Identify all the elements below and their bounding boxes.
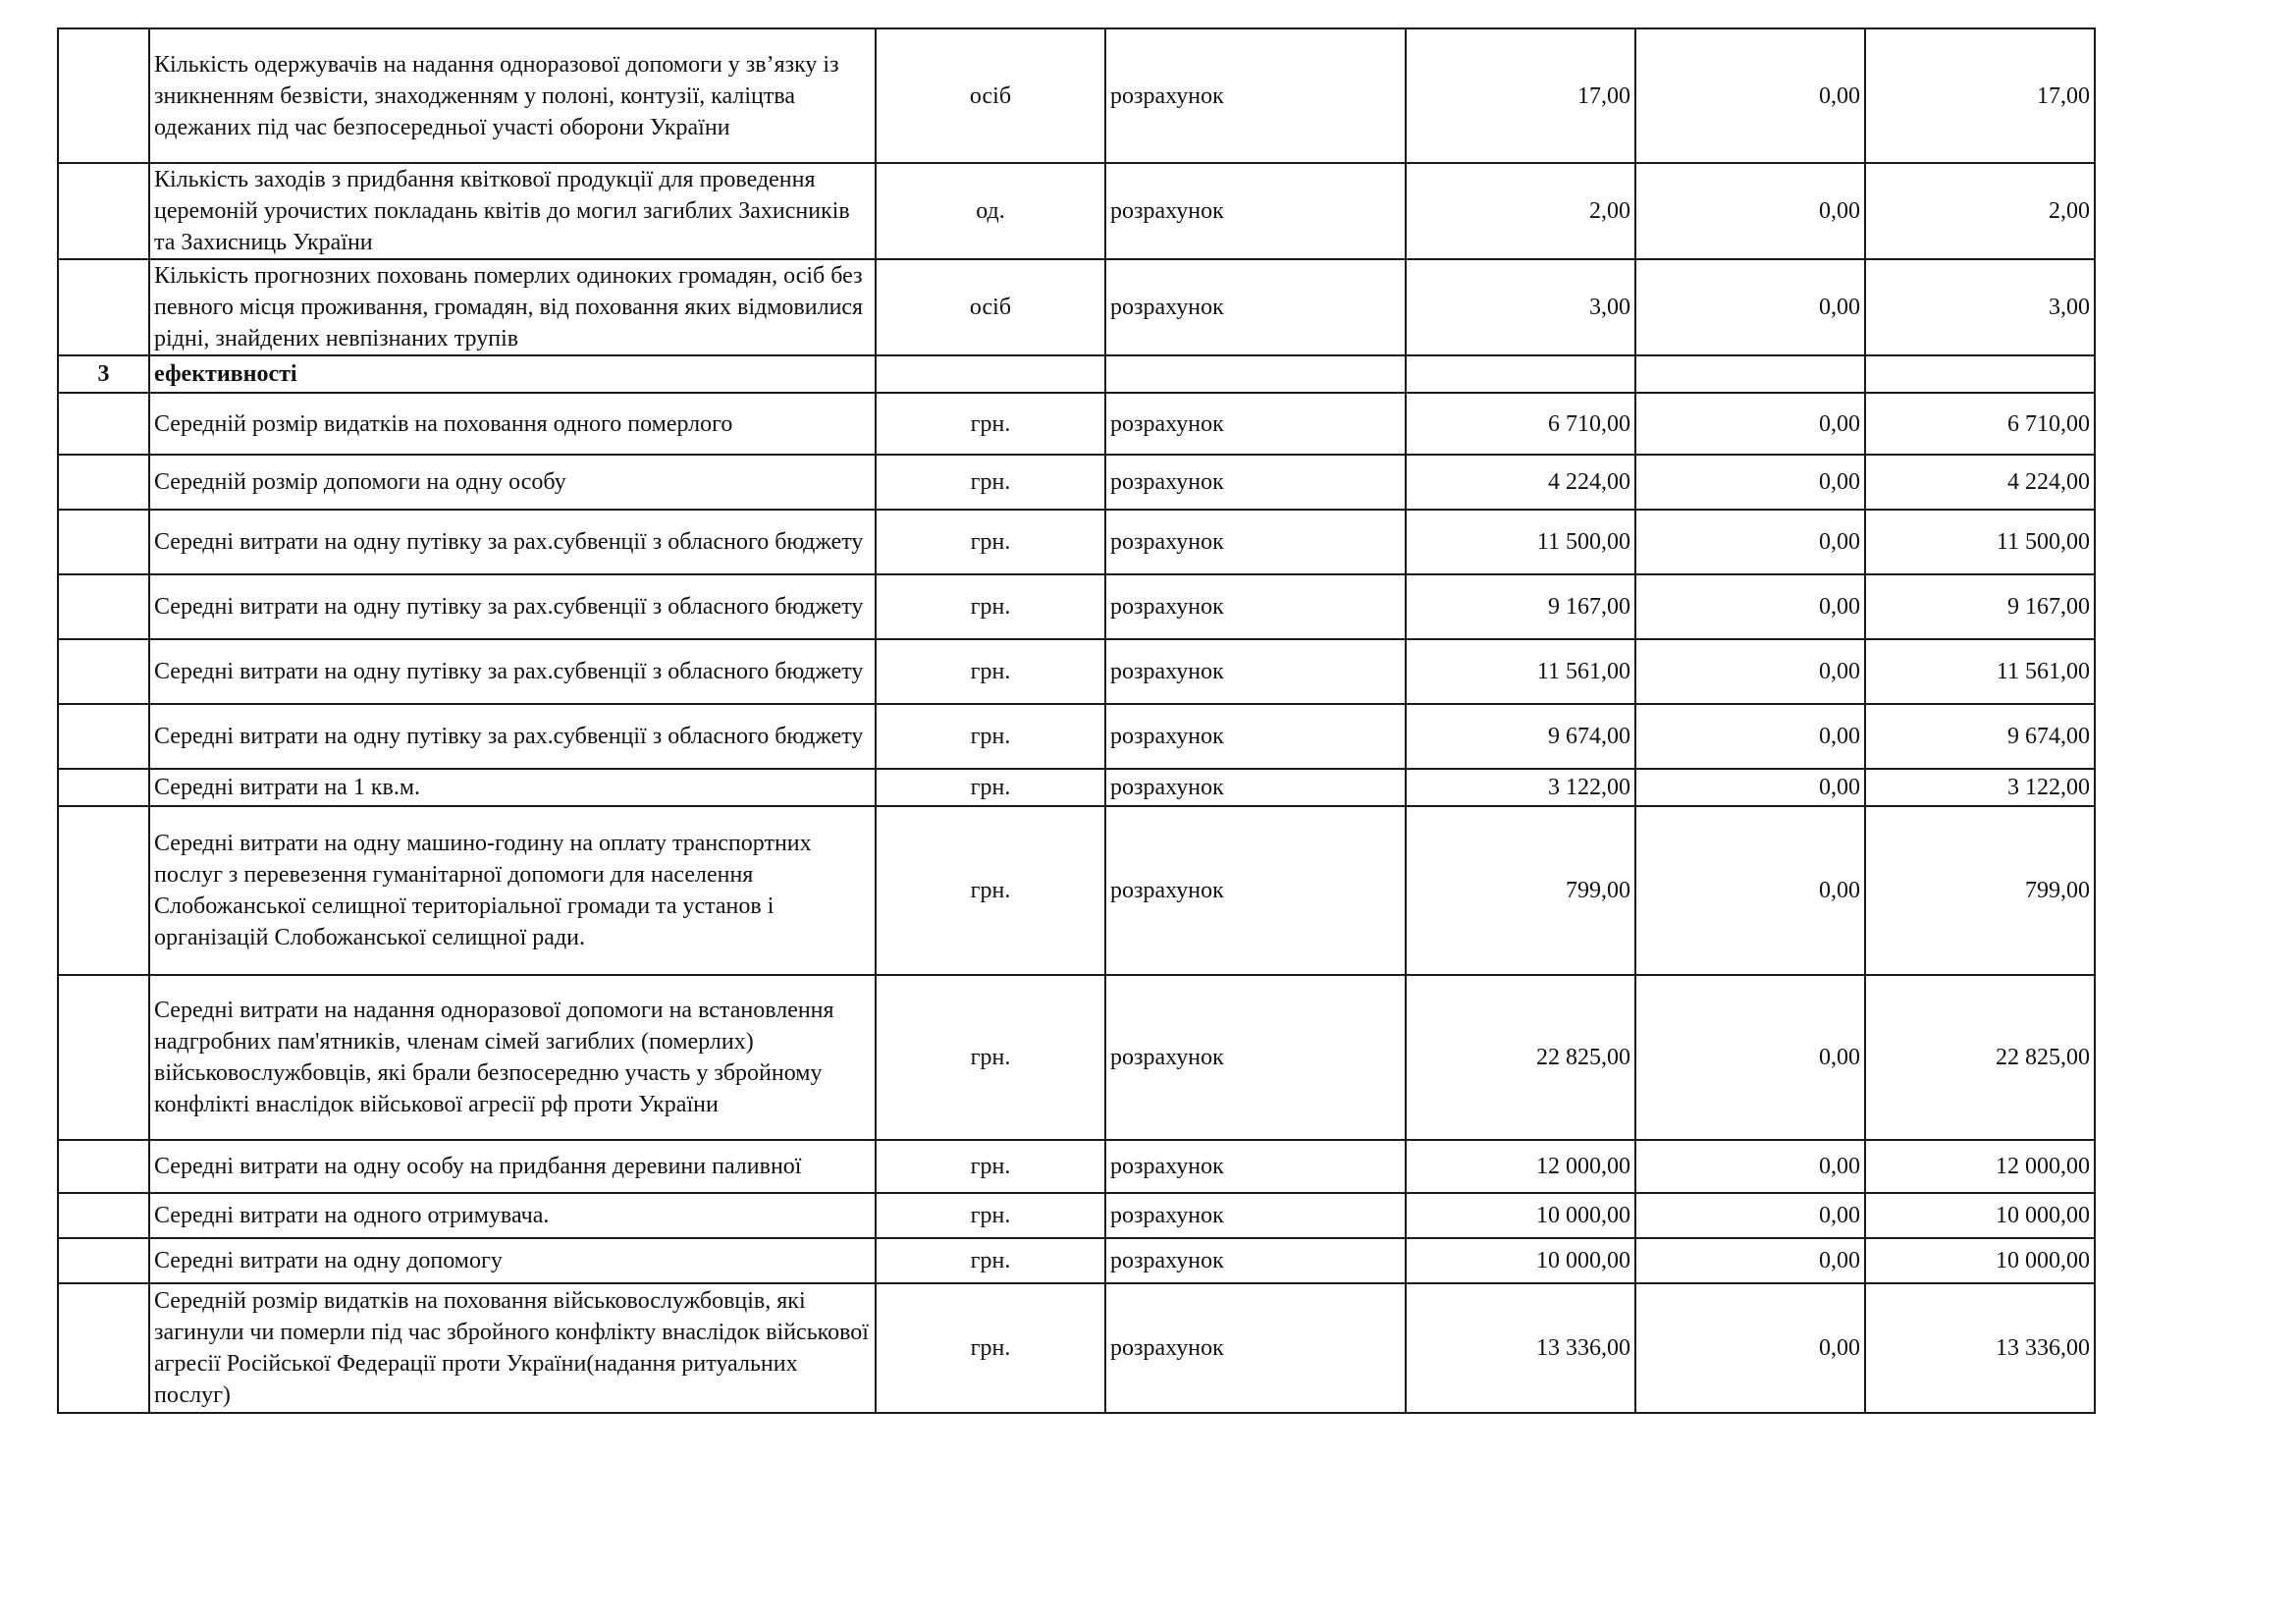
source-cell: розрахунок <box>1105 393 1406 455</box>
value-2-cell: 0,00 <box>1635 1238 1865 1283</box>
table-row <box>58 259 2095 355</box>
row-number-cell <box>58 163 149 259</box>
unit-cell: грн. <box>876 704 1105 769</box>
value-3-cell: 3,00 <box>1865 259 2095 355</box>
value-3-cell: 6 710,00 <box>1865 393 2095 455</box>
value-3-cell: 4 224,00 <box>1865 455 2095 510</box>
source-cell: розрахунок <box>1105 704 1406 769</box>
table-row <box>58 769 2095 806</box>
value-3-cell: 22 825,00 <box>1865 975 2095 1140</box>
row-number-cell <box>58 1140 149 1193</box>
value-3-cell: 10 000,00 <box>1865 1193 2095 1238</box>
value-2-cell: 0,00 <box>1635 769 1865 806</box>
value-3-cell: 13 336,00 <box>1865 1283 2095 1413</box>
indicators-table-body <box>58 28 2095 1413</box>
value-2-cell: 0,00 <box>1635 639 1865 704</box>
value-3-cell: 2,00 <box>1865 163 2095 259</box>
source-cell: розрахунок <box>1105 639 1406 704</box>
unit-cell: грн. <box>876 1140 1105 1193</box>
value-1-cell: 10 000,00 <box>1406 1238 1635 1283</box>
section-row <box>58 355 2095 393</box>
value-1-cell: 17,00 <box>1406 28 1635 163</box>
row-number-cell <box>58 975 149 1140</box>
value-2-cell <box>1635 355 1865 393</box>
source-cell: розрахунок <box>1105 259 1406 355</box>
table-row <box>58 639 2095 704</box>
value-1-cell: 22 825,00 <box>1406 975 1635 1140</box>
table-row <box>58 704 2095 769</box>
value-2-cell: 0,00 <box>1635 163 1865 259</box>
unit-cell: осіб <box>876 28 1105 163</box>
source-cell: розрахунок <box>1105 574 1406 639</box>
source-cell <box>1105 355 1406 393</box>
value-2-cell: 0,00 <box>1635 806 1865 975</box>
value-3-cell: 9 167,00 <box>1865 574 2095 639</box>
table-row <box>58 806 2095 975</box>
table-row <box>58 455 2095 510</box>
value-3-cell: 11 500,00 <box>1865 510 2095 574</box>
row-number-cell <box>58 28 149 163</box>
table-row <box>58 393 2095 455</box>
table-row <box>58 510 2095 574</box>
source-cell: розрахунок <box>1105 28 1406 163</box>
source-cell: розрахунок <box>1105 1140 1406 1193</box>
value-1-cell: 3,00 <box>1406 259 1635 355</box>
source-cell: розрахунок <box>1105 806 1406 975</box>
value-3-cell <box>1865 355 2095 393</box>
value-2-cell: 0,00 <box>1635 510 1865 574</box>
unit-cell: грн. <box>876 510 1105 574</box>
value-2-cell: 0,00 <box>1635 975 1865 1140</box>
indicator-name-cell: Середні витрати на одну путівку за рах.субвенції з обласного бюджету <box>149 574 876 639</box>
value-1-cell: 11 561,00 <box>1406 639 1635 704</box>
row-number-cell <box>58 806 149 975</box>
indicator-name-cell: Середні витрати на одну путівку за рах.субвенції з обласного бюджету <box>149 704 876 769</box>
unit-cell: грн. <box>876 769 1105 806</box>
value-2-cell: 0,00 <box>1635 1193 1865 1238</box>
indicator-name-cell: Середні витрати на надання одноразової допомоги на встановлення надгробних пам'ятників, членам сімей загиблих (померлих) військовослужбовців, які брали безпосередню участь у збройному конфлікті внаслідок військової агресії рф проти України <box>149 975 876 1140</box>
indicator-name-cell: Середній розмір видатків на поховання одного померлого <box>149 393 876 455</box>
indicator-name-cell: Кількість прогнозних поховань померлих одиноких громадян, осіб без певного місця проживання, громадян, від поховання яких відмовилися рідні, знайдених невпізнаних трупів <box>149 259 876 355</box>
value-1-cell <box>1406 355 1635 393</box>
indicator-name-cell: Середній розмір допомоги на одну особу <box>149 455 876 510</box>
row-number-cell <box>58 510 149 574</box>
unit-cell: грн. <box>876 455 1105 510</box>
value-1-cell: 12 000,00 <box>1406 1140 1635 1193</box>
row-number-cell: 3 <box>58 355 149 393</box>
unit-cell: грн. <box>876 639 1105 704</box>
indicator-name-cell: Середні витрати на 1 кв.м. <box>149 769 876 806</box>
source-cell: розрахунок <box>1105 1193 1406 1238</box>
value-2-cell: 0,00 <box>1635 574 1865 639</box>
table-row <box>58 1238 2095 1283</box>
indicator-name-cell: Кількість одержувачів на надання одноразової допомоги у зв’язку із зникненням безвісти, знаходженням у полоні, контузії, каліцтва одежаних під час безпосередньої участі оборони України <box>149 28 876 163</box>
unit-cell: грн. <box>876 1193 1105 1238</box>
table-row <box>58 975 2095 1140</box>
value-2-cell: 0,00 <box>1635 28 1865 163</box>
value-3-cell: 12 000,00 <box>1865 1140 2095 1193</box>
row-number-cell <box>58 393 149 455</box>
source-cell: розрахунок <box>1105 1238 1406 1283</box>
source-cell: розрахунок <box>1105 1283 1406 1413</box>
row-number-cell <box>58 574 149 639</box>
value-3-cell: 9 674,00 <box>1865 704 2095 769</box>
source-cell: розрахунок <box>1105 163 1406 259</box>
unit-cell: грн. <box>876 1283 1105 1413</box>
source-cell: розрахунок <box>1105 975 1406 1140</box>
indicator-name-cell: Середні витрати на одну допомогу <box>149 1238 876 1283</box>
table-row <box>58 28 2095 163</box>
value-2-cell: 0,00 <box>1635 455 1865 510</box>
indicator-name-cell: Середній розмір видатків на поховання військовослужбовців, які загинули чи померли під час збройного конфлікту внаслідок військової агресії Російської Федерації проти України(надання ритуальних послуг) <box>149 1283 876 1413</box>
indicator-name-cell: Кількість заходів з придбання квіткової продукції для проведення церемоній урочистих покладань квітів до могил загиблих Захисників та Захисниць України <box>149 163 876 259</box>
indicator-name-cell: Середні витрати на одну путівку за рах.субвенції з обласного бюджету <box>149 639 876 704</box>
row-number-cell <box>58 1283 149 1413</box>
table-row <box>58 1193 2095 1238</box>
value-1-cell: 11 500,00 <box>1406 510 1635 574</box>
source-cell: розрахунок <box>1105 510 1406 574</box>
source-cell: розрахунок <box>1105 769 1406 806</box>
row-number-cell <box>58 455 149 510</box>
unit-cell: грн. <box>876 574 1105 639</box>
indicator-name-cell: Середні витрати на одного отримувача. <box>149 1193 876 1238</box>
unit-cell: осіб <box>876 259 1105 355</box>
value-3-cell: 10 000,00 <box>1865 1238 2095 1283</box>
value-2-cell: 0,00 <box>1635 393 1865 455</box>
unit-cell: грн. <box>876 975 1105 1140</box>
indicator-name-cell: Середні витрати на одну машино-годину на оплату транспортних послуг з перевезення гуманітарної допомоги для населення Слобожанської селищної територіальної громади та установ і організацій Слобожанської селищної ради. <box>149 806 876 975</box>
indicator-name-cell: Середні витрати на одну особу на придбання деревини паливної <box>149 1140 876 1193</box>
source-cell: розрахунок <box>1105 455 1406 510</box>
table-row <box>58 1283 2095 1413</box>
indicators-table <box>57 27 2096 1414</box>
unit-cell: грн. <box>876 1238 1105 1283</box>
row-number-cell <box>58 259 149 355</box>
indicator-name-cell: Середні витрати на одну путівку за рах.субвенції з обласного бюджету <box>149 510 876 574</box>
value-3-cell: 17,00 <box>1865 28 2095 163</box>
value-2-cell: 0,00 <box>1635 259 1865 355</box>
value-1-cell: 9 167,00 <box>1406 574 1635 639</box>
value-1-cell: 9 674,00 <box>1406 704 1635 769</box>
value-1-cell: 10 000,00 <box>1406 1193 1635 1238</box>
value-1-cell: 3 122,00 <box>1406 769 1635 806</box>
table-row <box>58 1140 2095 1193</box>
unit-cell: грн. <box>876 806 1105 975</box>
document-page <box>57 27 2096 1414</box>
value-1-cell: 13 336,00 <box>1406 1283 1635 1413</box>
row-number-cell <box>58 1193 149 1238</box>
value-1-cell: 2,00 <box>1406 163 1635 259</box>
value-3-cell: 11 561,00 <box>1865 639 2095 704</box>
value-2-cell: 0,00 <box>1635 704 1865 769</box>
table-row <box>58 163 2095 259</box>
table-row <box>58 574 2095 639</box>
unit-cell <box>876 355 1105 393</box>
value-2-cell: 0,00 <box>1635 1140 1865 1193</box>
unit-cell: грн. <box>876 393 1105 455</box>
value-3-cell: 799,00 <box>1865 806 2095 975</box>
value-1-cell: 4 224,00 <box>1406 455 1635 510</box>
value-3-cell: 3 122,00 <box>1865 769 2095 806</box>
row-number-cell <box>58 704 149 769</box>
value-2-cell: 0,00 <box>1635 1283 1865 1413</box>
row-number-cell <box>58 769 149 806</box>
value-1-cell: 6 710,00 <box>1406 393 1635 455</box>
indicator-name-cell: ефективності <box>149 355 876 393</box>
unit-cell: од. <box>876 163 1105 259</box>
row-number-cell <box>58 639 149 704</box>
row-number-cell <box>58 1238 149 1283</box>
value-1-cell: 799,00 <box>1406 806 1635 975</box>
